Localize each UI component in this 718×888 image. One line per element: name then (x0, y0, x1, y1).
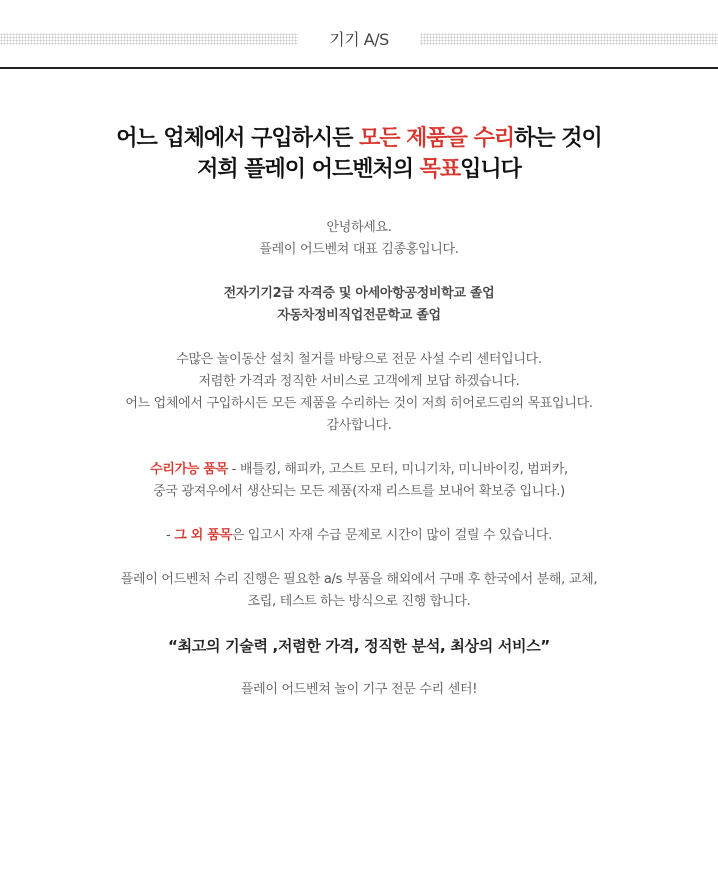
other-items-label: 그 외 품목 (174, 528, 232, 543)
section-title: 기기 A/S (329, 30, 389, 49)
closing-line: 플레이 어드벤쳐 놀이 기구 전문 수리 센터! (240, 682, 478, 697)
headline-highlight: 목표 (419, 157, 461, 182)
about-line: 저렴한 가격과 정직한 서비스로 고객에게 보답 하겠습니다. (198, 374, 520, 389)
repairable-items-label: 수리가능 품목 (150, 462, 228, 477)
thanks-line: 감사합니다. (326, 418, 392, 433)
page-header (0, 0, 718, 68)
headline-highlight: 모든 제품을 수리 (359, 126, 515, 151)
dotted-divider-left (0, 33, 298, 45)
headline-line-1 (0, 124, 718, 154)
about-line: 수많은 놀이동산 설치 철거를 바탕으로 전문 사설 수리 센터입니다. (176, 352, 542, 367)
headline-text: 하는 것이 (514, 126, 602, 151)
greeting-line: 안녕하세요. (326, 220, 392, 235)
other-items-line (0, 525, 718, 547)
other-items-note: 은 입고시 자재 수급 문제로 시간이 많이 걸릴 수 있습니다. (231, 528, 552, 543)
ceo-intro-line: 플레이 어드벤쳐 대표 김종홍입니다. (259, 242, 459, 257)
repairable-items-list: - 배틀킹, 해피카, 고스트 모터, 미니기차, 미니바이킹, 범퍼카, (227, 462, 568, 477)
process-line: 플레이 어드벤처 수리 진행은 필요한 a/s 부품을 해외에서 구매 후 한국에서 분해, 교체, (120, 572, 598, 587)
headline-line-2 (0, 155, 718, 185)
repairable-items-note: 중국 광져우에서 생산되는 모든 제품(자재 리스트를 보내어 확보중 입니다.) (153, 484, 565, 499)
other-items-prefix: - (166, 528, 175, 543)
headline-text: 입니다 (460, 157, 521, 182)
credential-line: 전자기기2급 자격증 및 아세아항공정비학교 졸업 (223, 286, 495, 301)
credential-line: 자동차정비직업전문학교 졸업 (277, 308, 441, 323)
dotted-divider-right (420, 33, 718, 45)
repairable-items-line (0, 459, 718, 481)
about-line: 어느 업체에서 구입하시든 모든 제품을 수리하는 것이 저희 히어로드림의 목표입니다. (125, 396, 593, 411)
motto-quote: “최고의 기술력 ,저렴한 가격, 정직한 분석, 최상의 서비스” (168, 637, 550, 655)
headline-text: 저희 플레이 어드벤처의 (197, 157, 420, 182)
headline-text: 어느 업체에서 구입하시든 (116, 126, 359, 151)
header-rule (0, 67, 718, 69)
process-line: 조립, 테스트 하는 방식으로 진행 합니다. (247, 594, 471, 609)
